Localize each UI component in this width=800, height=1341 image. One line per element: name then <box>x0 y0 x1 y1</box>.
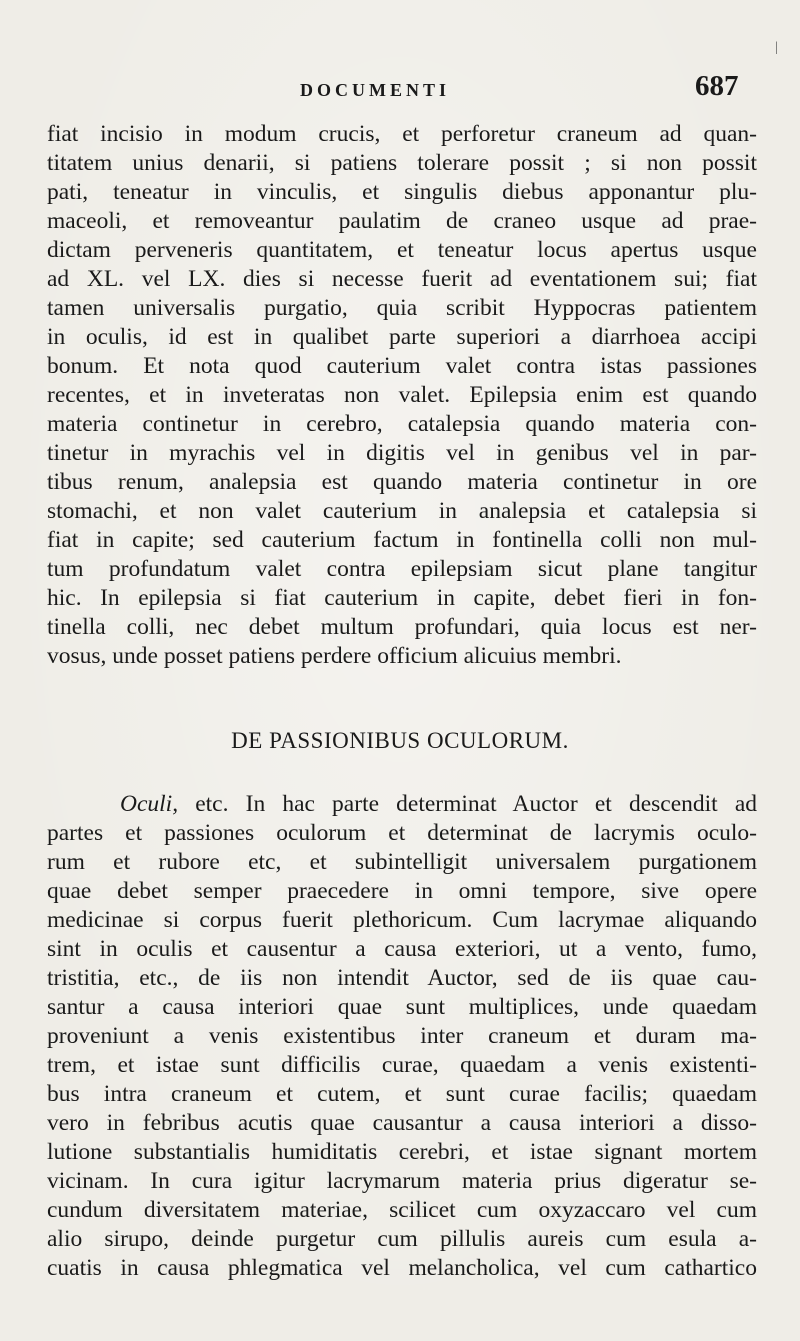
lemma-word: Oculi, <box>120 791 179 817</box>
text-line: vero in febribus acutis quae causantur a causa interiori a disso- <box>47 1110 757 1136</box>
text-line: fiat in capite; sed cauterium factum in fontinella colli non mul- <box>47 527 757 553</box>
text-line: in oculis, id est in qualibet parte superiori a diarrhoea accipi <box>47 324 757 350</box>
first-line-rest: etc. In hac parte determinat Auctor et descendit ad <box>178 791 757 817</box>
text-line: materia continetur in cerebro, catalepsia quando materia con- <box>47 411 757 437</box>
text-line: tinella colli, nec debet multum profundari, quia locus est ner- <box>47 614 757 640</box>
text-line: tum profundatum valet contra epilepsiam sicut plane tangitur <box>47 556 757 582</box>
text-line: cundum diversitatem materiae, scilicet cum oxyzaccaro vel cum <box>47 1197 757 1223</box>
text-line: bonum. Et nota quod cauterium valet contra istas passiones <box>47 353 757 379</box>
text-line: quae debet semper praecedere in omni tempore, sive opere <box>47 878 757 904</box>
text-line: sint in oculis et causentur a causa exteriori, ut a vento, fumo, <box>47 936 757 962</box>
page-number: 687 <box>695 70 739 102</box>
text-line: tristitia, etc., de iis non intendit Auctor, sed de iis quae cau- <box>47 965 757 991</box>
text-line: tibus renum, analepsia est quando materia continetur in ore <box>47 469 757 495</box>
text-line: tinetur in myrachis vel in digitis vel in genibus vel in par- <box>47 440 757 466</box>
text-line: maceoli, et removeantur paulatim de craneo usque ad prae- <box>47 208 757 234</box>
margin-mark: | <box>775 40 778 55</box>
section-heading: DE PASSIONIBUS OCULORUM. <box>231 728 569 753</box>
text-line: bus intra craneum et cutem, et sunt curae facilis; quaedam <box>47 1081 757 1107</box>
text-line: fiat incisio in modum crucis, et perforetur craneum ad quan- <box>47 121 757 147</box>
paragraph-continued <box>47 120 757 671</box>
text-line: cuatis in causa phlegmatica vel melancholica, vel cum cathartico <box>47 1255 757 1281</box>
text-line: hic. In epilepsia si fiat cauterium in capite, debet fieri in fon- <box>47 585 757 611</box>
text-line: stomachi, et non valet cauterium in analepsia et catalepsia si <box>47 498 757 524</box>
running-head: DOCUMENTI <box>300 80 451 100</box>
text-line: pati, teneatur in vinculis, et singulis diebus apponantur plu- <box>47 179 757 205</box>
text-line: tamen universalis purgatio, quia scribit Hyppocras patientem <box>47 295 757 321</box>
text-line: rum et rubore etc, et subintelligit universalem purgationem <box>47 849 757 875</box>
text-line: partes et passiones oculorum et determinat de lacrymis oculo- <box>47 820 757 846</box>
text-line: medicinae si corpus fuerit plethoricum. Cum lacrymae aliquando <box>47 907 757 933</box>
text-line: ad XL. vel LX. dies si necesse fuerit ad eventationem sui; fiat <box>47 266 757 292</box>
text-line: trem, et istae sunt difficilis curae, quaedam a venis existenti- <box>47 1052 757 1078</box>
text-line-first <box>47 790 757 819</box>
text-line: santur a causa interiori quae sunt multiplices, unde quaedam <box>47 994 757 1020</box>
text-line: vosus, unde posset patiens perdere officium alicuius membri. <box>47 643 622 669</box>
paragraph-oculi <box>47 790 757 1283</box>
text-line: titatem unius denarii, si patiens tolerare possit ; si non possit <box>47 150 757 176</box>
text-line: dictam perveneris quantitatem, et teneatur locus apertus usque <box>47 237 757 263</box>
text-line: vicinam. In cura igitur lacrymarum materia prius digeratur se- <box>47 1168 757 1194</box>
text-line: lutione substantialis humiditatis cerebri, et istae signant mortem <box>47 1139 757 1165</box>
text-line: alio sirupo, deinde purgetur cum pillulis aureis cum esula a- <box>47 1226 757 1252</box>
text-line: recentes, et in inveteratas non valet. Epilepsia enim est quando <box>47 382 757 408</box>
text-line: proveniunt a venis existentibus inter craneum et duram ma- <box>47 1023 757 1049</box>
